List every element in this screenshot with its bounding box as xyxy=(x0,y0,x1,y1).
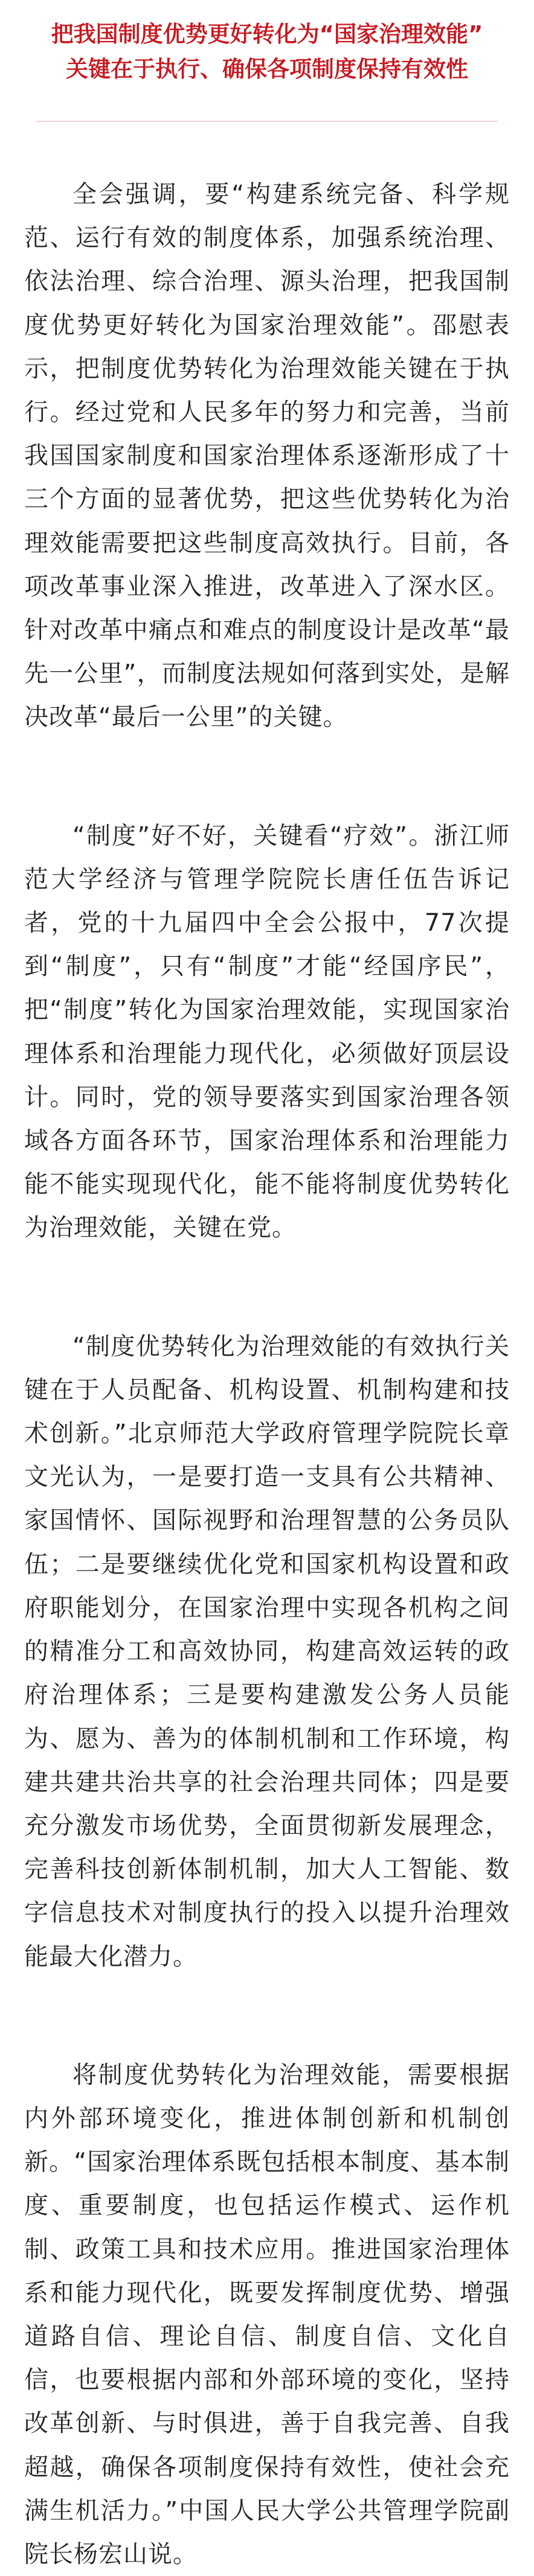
article-headline xyxy=(36,19,498,89)
article-paragraph-1: 全会强调，要“构建系统完备、科学规范、运行有效的制度体系，加强系统治理、依法治理、综合治理、源头治理，把我国制度优势更好转化为国家治理效能”。邵慰表示，把制度优势转化为治理效能关键在于执行。经过党和人民多年的努力和完善，当前我国国家制度和国家治理体系逐渐形成了十三个方面的显著优势，把这些优势转化为治理效能需要把这些制度高效执行。目前，各项改革事业深入推进，改革进入了深水区。针对改革中痛点和难点的制度设计是改革“最先一公里”，而制度法规如何落到实处，是解决改革“最后一公里”的关键。 xyxy=(24,180,510,732)
article-paragraph-2: “制度”好不好，关键看“疗效”。浙江师范大学经济与管理学院院长唐任伍告诉记者，党的十九届四中全会公报中，77次提到“制度”，只有“制度”才能“经国序民”，把“制度”转化为国家治理效能，实现国家治理体系和治理能力现代化，必须做好顶层设计。同时，党的领导要落实到国家治理各领域各方面各环节，国家治理体系和治理能力能不能实现现代化，能不能将制度优势转化为治理效能，关键在党。 xyxy=(24,821,510,1242)
article-paragraph-3: “制度优势转化为治理效能的有效执行关键在于人员配备、机构设置、机制构建和技术创新。”北京师范大学政府管理学院院长章文光认为，一是要打造一支具有公共精神、家国情怀、国际视野和治理智慧的公务员队伍；二是要继续优化党和国家机构设置和政府职能划分，在国家治理中实现各机构之间的精准分工和高效协同，构建高效运转的政府治理体系；三是要构建激发公务人员能为、愿为、善为的体制机制和工作环境，构建共建共治共享的社会治理共同体；四是要充分激发市场优势，全面贯彻新发展理念，完善科技创新体制机制，加大人工智能、数字信息技术对制度执行的投入以提升治理效能最大化潜力。 xyxy=(24,1332,510,1971)
article-body xyxy=(24,173,510,2576)
headline-line-1: 把我国制度优势更好转化为“国家治理效能” xyxy=(51,21,483,47)
headline-line-2: 关键在于执行、确保各项制度保持有效性 xyxy=(66,56,468,82)
article-paragraph-4: 将制度优势转化为治理效能，需要根据内外部环境变化，推进体制创新和机制创新。“国家治理体系既包括根本制度、基本制度、重要制度，也包括运作模式、运作机制、政策工具和技术应用。推进国家治理体系和能力现代化，既要发挥制度优势、增强道路自信、理论自信、制度自信、文化自信，也要根据内部和外部环境的变化，坚持改革创新、与时俱进，善于自我完善、自我超越，确保各项制度保持有效性，使社会充满生机活力。”中国人民大学公共管理学院副院长杨宏山说。 xyxy=(24,2061,510,2568)
headline-divider xyxy=(36,121,498,122)
